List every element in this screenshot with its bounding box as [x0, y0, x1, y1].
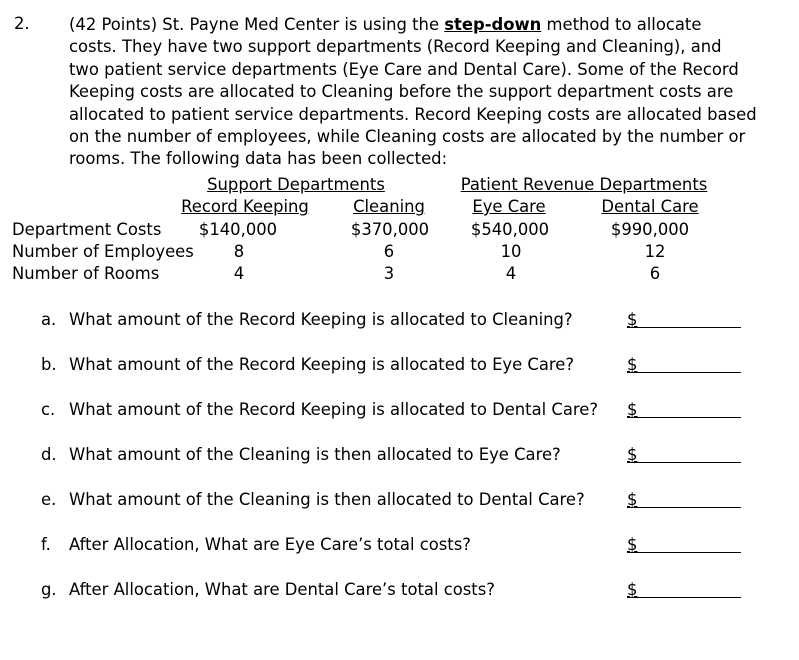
answer-prefix: $: [627, 535, 638, 554]
statement-line: Keeping costs are allocated to Cleaning before the support department costs are: [69, 82, 734, 102]
statement-line: [69, 14, 769, 36]
answer-prefix: $: [627, 580, 638, 599]
question-letter: f.: [41, 535, 51, 554]
cell-value: 8: [233, 242, 245, 261]
answer-blank-d[interactable]: [627, 462, 741, 463]
question-text: What amount of the Record Keeping is allocated to Eye Care?: [69, 355, 575, 374]
column-header-dental-care: Dental Care: [601, 197, 699, 216]
answer-blank-f[interactable]: [627, 552, 741, 553]
question-text: What amount of the Record Keeping is allocated to Cleaning?: [69, 310, 573, 329]
cell-value: $370,000: [350, 220, 430, 239]
statement-line: on the number of employees, while Cleaning costs are allocated by the number or: [69, 127, 746, 147]
group-header-patient: Patient Revenue Departments: [460, 175, 708, 194]
question-text: After Allocation, What are Eye Care’s total costs?: [69, 535, 471, 554]
cell-value: 4: [233, 264, 245, 283]
question-e: [41, 490, 585, 509]
statement-line: costs. They have two support departments (Record Keeping and Cleaning), and: [69, 37, 722, 57]
method-emphasis: step-down: [444, 15, 542, 34]
answer-blank-a[interactable]: [627, 327, 741, 328]
statement-line: two patient service departments (Eye Care and Dental Care). Some of the Record: [69, 59, 739, 79]
question-letter: d.: [41, 445, 57, 464]
question-letter: c.: [41, 400, 56, 419]
statement-line: allocated to patient service departments. Record Keeping costs are allocated based: [69, 104, 757, 124]
cell-value: 4: [505, 264, 517, 283]
answer-blank-e[interactable]: [627, 507, 741, 508]
row-label-department-costs: Department Costs: [12, 220, 162, 239]
answer-blank-c[interactable]: [627, 417, 741, 418]
question-c: [41, 400, 598, 419]
question-text: What amount of the Record Keeping is allocated to Dental Care?: [69, 400, 599, 419]
question-a: [41, 310, 573, 329]
column-header-eye-care: Eye Care: [472, 197, 546, 216]
question-text: What amount of the Cleaning is then allocated to Dental Care?: [69, 490, 585, 509]
answer-prefix: $: [627, 310, 638, 329]
column-header-record-keeping: Record Keeping: [181, 197, 309, 216]
question-letter: a.: [41, 310, 57, 329]
question-letter: b.: [41, 355, 57, 374]
answer-prefix: $: [627, 490, 638, 509]
question-letter: e.: [41, 490, 57, 509]
answer-blank-g[interactable]: [627, 597, 741, 598]
cell-value: 6: [649, 264, 661, 283]
cell-value: $990,000: [610, 220, 690, 239]
answer-prefix: $: [627, 400, 638, 419]
group-header-support: Support Departments: [207, 175, 385, 194]
question-letter: g.: [41, 580, 57, 599]
column-header-cleaning: Cleaning: [353, 197, 425, 216]
question-text: What amount of the Cleaning is then allocated to Eye Care?: [69, 445, 561, 464]
row-label-number-of-rooms: Number of Rooms: [12, 264, 160, 283]
statement-line: rooms. The following data has been collected:: [69, 149, 448, 169]
cell-value: 6: [383, 242, 395, 261]
statement-text: (42 Points) St. Payne Med Center is using the: [69, 15, 445, 34]
question-f: [41, 535, 471, 554]
cell-value: $540,000: [470, 220, 550, 239]
question-text: After Allocation, What are Dental Care’s total costs?: [69, 580, 495, 599]
answer-prefix: $: [627, 355, 638, 374]
question-b: [41, 355, 574, 374]
answer-prefix: $: [627, 445, 638, 464]
question-d: [41, 445, 561, 464]
cell-value: $140,000: [198, 220, 278, 239]
answer-blank-b[interactable]: [627, 372, 741, 373]
question-g: [41, 580, 495, 599]
cell-value: 12: [644, 242, 666, 261]
cell-value: 10: [500, 242, 522, 261]
row-label-number-of-employees: Number of Employees: [12, 242, 194, 261]
cell-value: 3: [383, 264, 395, 283]
problem-statement: [69, 14, 769, 171]
statement-text: method to allocate: [541, 15, 702, 34]
problem-number: 2.: [14, 14, 30, 33]
